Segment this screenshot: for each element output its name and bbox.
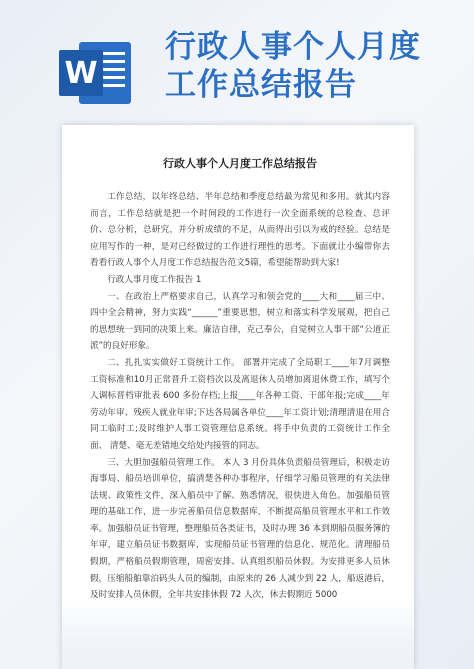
document-body bbox=[90, 155, 390, 604]
paragraph-2: 二、扎扎实实做好工资统计工作。 部署并完成了全局职工____年7月调整工资标准和10月正常晋升工资档次以及离退休人员增加离退休费工作，填写个人调标晋档审批表 600 多份存档;上报____年各种工资、干部年报;完成____年劳动年审、残疾人就业年审;下达各局属各单位____年工资计划;清理清退在用合同工临时工;及时维护人事工资管理信息系统。将手中负责的工资统计工作全面、 清楚、毫无差错地交给处内接管的同志。 bbox=[90, 357, 390, 451]
paragraph-1: 一、在政治上严格要求自己，认真学习和领会党的____大和____届三中、四中全会精神，努力实践“______”重要思想，树立和落实科学发展观，把自己的思想统一到同的决策上来。廉洁自律，克己奉公，自觉树立人事干部“公道正派”的良好形象。 bbox=[90, 291, 390, 352]
document-title: 行政人事个人月度工作总结报告 bbox=[163, 157, 317, 170]
title-line-2: 工作总结报告 bbox=[165, 67, 357, 103]
paragraph-intro: 工作总结，以年终总结、半年总结和季度总结最为常见和多用。就其内容而言，工作总结就是把一个时间段的工作进行一次全面系统的总检查、总评价、总分析，总研究，并分析成绩的不足，从而得出引以为戒的经验。总结是应用写作的一种，是对已经做过的工作进行理性的思考。下面就让小编带你去看看行政人事个人月度工作总结报告范文5篇，希望能帮助到大家! bbox=[90, 192, 390, 269]
svg-text:W: W bbox=[64, 56, 98, 91]
section-heading: 行政人事月度工作报告 1 bbox=[107, 274, 202, 285]
word-document-icon bbox=[55, 32, 137, 114]
title-line-1: 行政人事个人月度 bbox=[165, 29, 421, 65]
page-title bbox=[165, 28, 465, 104]
document-preview bbox=[62, 125, 414, 669]
paragraph-3: 三、大胆加强船员管理工作。 本人 3 月份具体负责船员管理后，积极走访海事局、船员培训单位，搞清楚各种办事程序，仔细学习船员管理的有关法律法规、政策性文件，深入船员中了解、熟悉情况，很快进入角色。加强船员管理的基础工作，进一步完善船员信息数据库，不断提高船员管理水平和工作效率。加强船员证书管理，整理船员各类证书，及时办理 36 本到期船员服务簿的年审，建立船员证书数据库，实现船员证书管理的信息化、规范化。清理船员假期，严格船员假期管理，周密安排、认真组织船员休假。为安排更多人员休假，压缩船舶靠泊码头人员的编制，由原来的 26 人减少到 22 人，船返港后，及时安排人员休假，全年共安排休假 72 人次，休去假期近 5000 bbox=[90, 457, 390, 601]
bottom-fade-overlay bbox=[62, 600, 414, 669]
